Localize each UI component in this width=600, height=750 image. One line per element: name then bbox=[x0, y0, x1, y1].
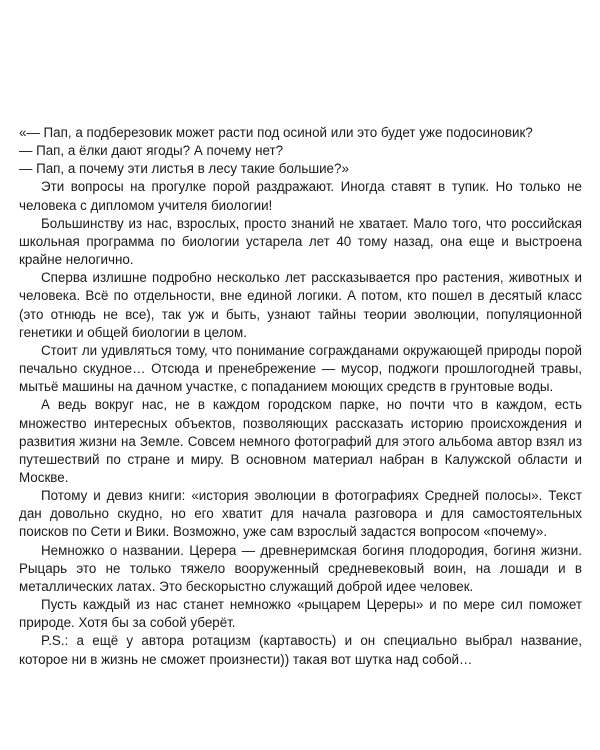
epigraph bbox=[19, 124, 582, 178]
paragraph: Эти вопросы на прогулке порой раздражают. Иногда ставят в тупик. Но только не человека с дипломом учителя биологии! bbox=[19, 179, 582, 213]
paragraph: Стоит ли удивляться тому, что понимание согражданами окружающей природы порой печально скудное… Отсюда и пренебрежение — мусор, поджоги прошлогодней травы, мытьё машины на дачном участке, с попаданием моющих средств в грунтовые воды. bbox=[19, 342, 582, 395]
paragraph: Пусть каждый из нас станет немножко «рыцарем Цереры» и по мере сил поможет природе. Хотя бы за собой уберёт. bbox=[19, 597, 582, 631]
paragraph: Потому и девиз книги: «история эволюции в фотографиях Средней полосы». Текст дан довольно скудно, но его хватит для начала разговора и для самостоятельных поисков по Сети и Вики. Возможно, уже сам взрослый задастся вопросом «почему». bbox=[19, 488, 582, 540]
epigraph-line: «— Пап, а подберезовик может расти под осиной или это будет уже подосиновик? bbox=[19, 125, 533, 140]
paragraph: А ведь вокруг нас, не в каждом городском парке, но почти что в каждом, есть множество интересных объектов, позволяющих рассказать историю происхождения и развития жизни на Земле. Совсем немного фотографий для этого альбома автор взял из путешествий по стране и миру. В основном материал набран в Калужской области и Москве. bbox=[19, 397, 582, 485]
paragraph: Сперва излишне подробно несколько лет рассказывается про растения, животных и человека. Всё по отдельности, вне единой логики. А потом, кто пошел в десятый класс (это отнюдь не все), так уж и быть, узнают тайны теории эволюции, популяционной генетики и общей биологии в целом. bbox=[19, 270, 582, 340]
paragraph: Немножко о названии. Церера — древнеримская богиня плодородия, богиня жизни. Рыцарь это не только тяжело вооруженный средневековый воин, на лошади и в металлических латах. Это бескорыстно служащий доброй идее человек. bbox=[19, 542, 582, 594]
paragraph-postscript: P.S.: а ещё у автора ротацизм (картавость) и он специально выбрал название, которое ни в жизнь не сможет произнести)) такая вот шутка над собой… bbox=[19, 633, 582, 667]
page-text bbox=[19, 124, 582, 669]
paragraph: Большинству из нас, взрослых, просто знаний не хватает. Мало того, что российская школьная программа по биологии устарела лет 40 тому назад, она еще и выстроена крайне нелогично. bbox=[19, 215, 582, 268]
epigraph-line: — Пап, а почему эти листья в лесу такие большие?» bbox=[19, 161, 349, 177]
epigraph-line: — Пап, а ёлки дают ягоды? А почему нет? bbox=[19, 143, 284, 159]
